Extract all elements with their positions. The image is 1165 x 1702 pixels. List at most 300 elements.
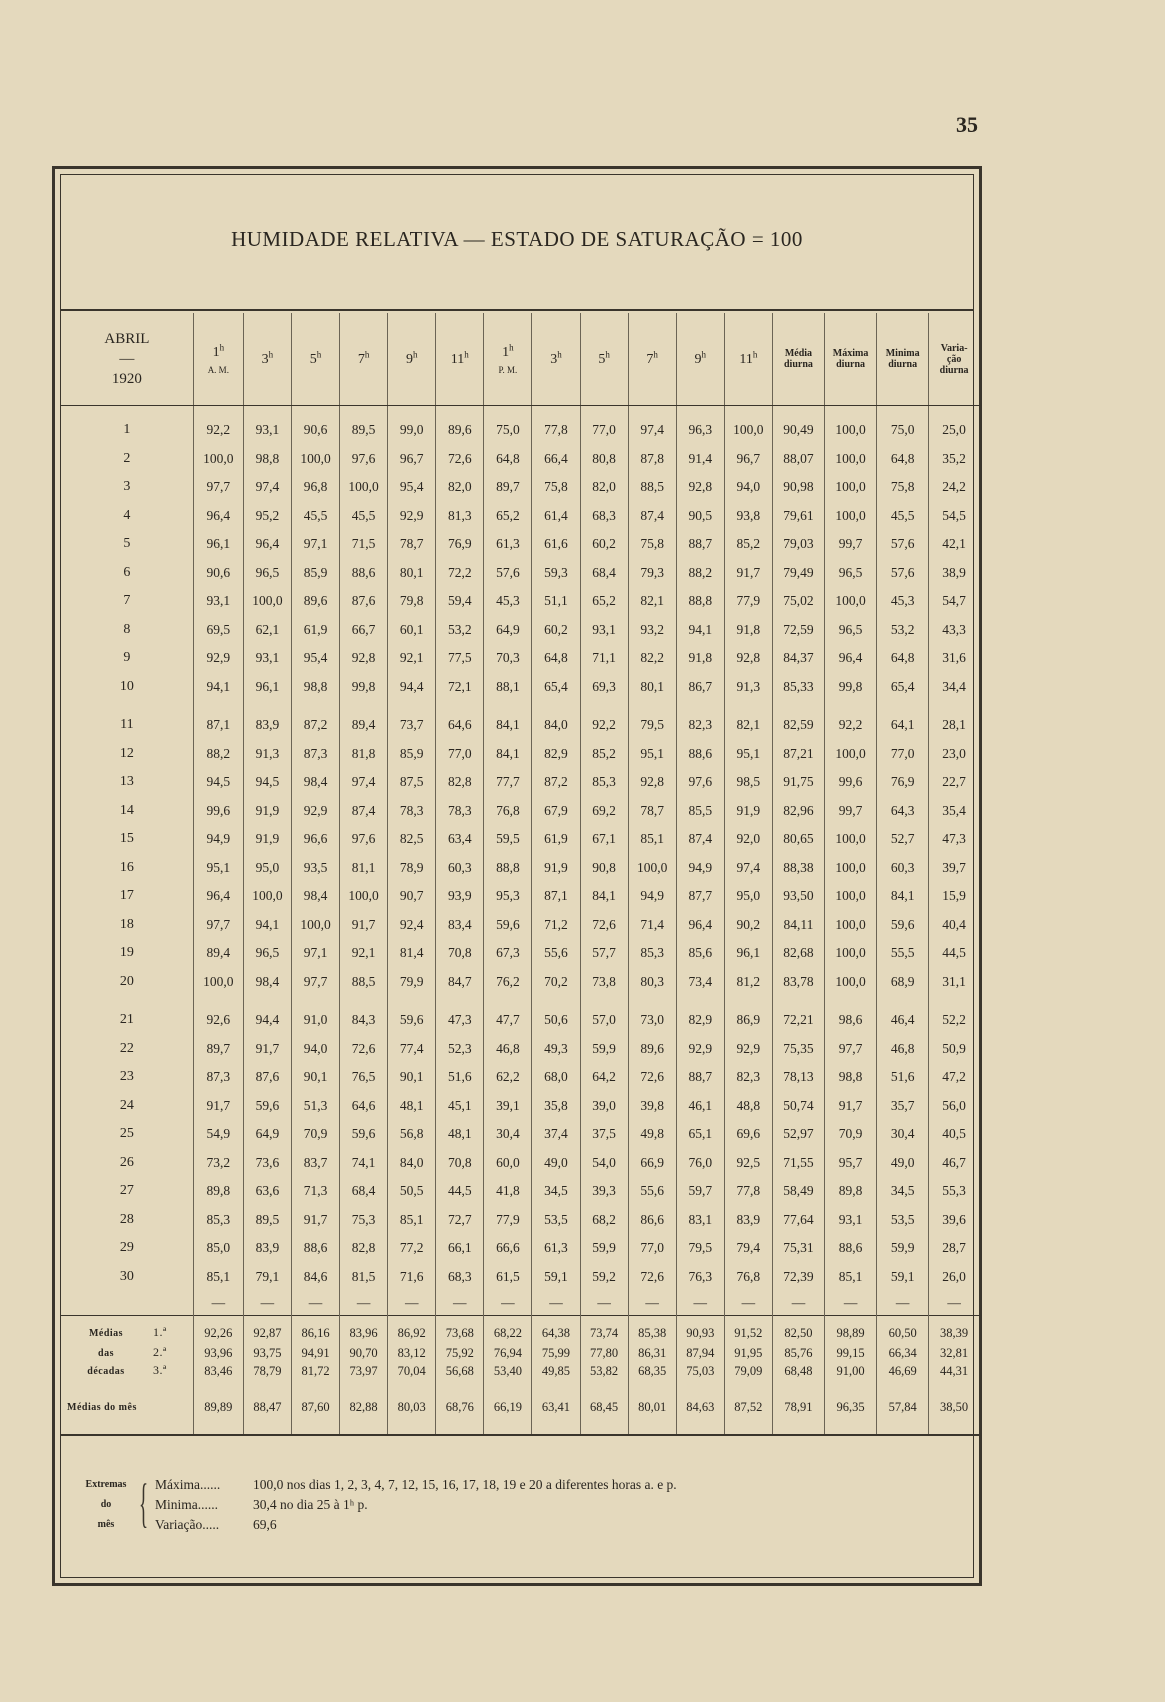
value-cell: 97,6	[340, 825, 388, 854]
value-cell: 51,6	[436, 1063, 484, 1092]
value-cell: 98,6	[825, 1006, 877, 1035]
spacer-cell	[61, 996, 193, 1006]
value-cell: 15,9	[929, 882, 979, 911]
table-row	[61, 768, 979, 797]
value-cell: 87,52	[724, 1380, 772, 1435]
extreme-minima: Minima...... 30,4 no dia 25 à 1ʰ p.	[155, 1497, 368, 1512]
value-cell: 76,3	[676, 1263, 724, 1292]
value-cell: 45,5	[340, 502, 388, 531]
value-cell: 96,5	[243, 939, 291, 968]
value-cell: 92,5	[724, 1149, 772, 1178]
value-cell: 82,3	[676, 711, 724, 740]
value-cell: 57,7	[580, 939, 628, 968]
table-row	[61, 1063, 979, 1092]
value-cell: 97,4	[340, 768, 388, 797]
value-cell: 84,1	[484, 740, 532, 769]
value-cell: 98,4	[291, 768, 339, 797]
value-cell: 100,0	[340, 882, 388, 911]
dash-cell: —	[436, 1291, 484, 1316]
value-cell: 83,1	[676, 1206, 724, 1235]
spacer-cell	[825, 996, 877, 1006]
value-cell: 93,2	[628, 616, 676, 645]
value-cell: 78,91	[772, 1380, 824, 1435]
value-cell: 94,9	[628, 882, 676, 911]
day-cell: 28	[119, 1211, 134, 1227]
day-cell: 23	[119, 1069, 134, 1085]
value-cell: 67,9	[532, 797, 580, 826]
value-cell: 76,9	[877, 768, 929, 797]
value-cell: 79,9	[388, 968, 436, 997]
spacer-cell	[243, 406, 291, 417]
value-cell: 56,0	[929, 1092, 979, 1121]
value-cell: 85,76	[772, 1344, 824, 1362]
value-cell: 94,5	[193, 768, 243, 797]
decade-group-label: das	[98, 1348, 114, 1359]
value-cell: 84,3	[340, 1006, 388, 1035]
value-cell: 91,3	[243, 740, 291, 769]
value-cell: 91,9	[724, 797, 772, 826]
value-cell: 82,3	[724, 1063, 772, 1092]
dash-cell: —	[193, 1291, 243, 1316]
day-cell: 3	[123, 479, 131, 495]
value-cell: 55,6	[532, 939, 580, 968]
value-cell: 82,68	[772, 939, 824, 968]
header-hour: 9$^h$	[388, 313, 436, 406]
value-cell: 85,38	[628, 1316, 676, 1345]
value-cell: 98,8	[243, 445, 291, 474]
value-cell: 97,7	[193, 473, 243, 502]
spacer-cell	[929, 406, 979, 417]
spacer-cell	[388, 406, 436, 417]
value-cell: 86,92	[388, 1316, 436, 1345]
header-hour: 5$^h$	[580, 313, 628, 406]
spacer-cell	[532, 701, 580, 711]
value-cell: 92,6	[193, 1006, 243, 1035]
header-month-cell	[61, 313, 193, 406]
value-cell: 40,4	[929, 911, 979, 940]
value-cell: 57,6	[484, 559, 532, 588]
value-cell: 97,6	[340, 445, 388, 474]
value-cell: 85,1	[825, 1263, 877, 1292]
value-cell: 59,5	[484, 825, 532, 854]
value-cell: 38,9	[929, 559, 979, 588]
value-cell: 35,4	[929, 797, 979, 826]
value-cell: 96,1	[724, 939, 772, 968]
spacer-cell	[628, 701, 676, 711]
value-cell: 82,1	[724, 711, 772, 740]
value-cell: 75,0	[877, 416, 929, 445]
value-cell: 39,1	[484, 1092, 532, 1121]
value-cell: 99,8	[825, 673, 877, 702]
value-cell: 91,7	[825, 1092, 877, 1121]
value-cell: 79,49	[772, 559, 824, 588]
value-cell: 100,0	[825, 587, 877, 616]
value-cell: 64,8	[877, 644, 929, 673]
decade-ordinal: 3.ª	[153, 1363, 167, 1377]
value-cell: 54,9	[193, 1120, 243, 1149]
dash-cell: —	[532, 1291, 580, 1316]
table-row	[61, 939, 979, 968]
value-cell: 59,6	[340, 1120, 388, 1149]
value-cell: 93,96	[193, 1344, 243, 1362]
value-cell: 68,9	[877, 968, 929, 997]
value-cell: 64,6	[436, 711, 484, 740]
value-cell: 96,4	[676, 911, 724, 940]
value-cell: 82,8	[340, 1234, 388, 1263]
value-cell: 94,91	[291, 1344, 339, 1362]
day-cell: 17	[119, 888, 134, 904]
value-cell: 94,4	[243, 1006, 291, 1035]
table-row	[61, 673, 979, 702]
value-cell: 46,69	[877, 1362, 929, 1380]
value-cell: 85,2	[580, 740, 628, 769]
value-cell: 81,5	[340, 1263, 388, 1292]
value-cell: 82,59	[772, 711, 824, 740]
table-row	[61, 711, 979, 740]
value-cell: 70,04	[388, 1362, 436, 1380]
decade-ordinal: 1.ª	[153, 1325, 167, 1339]
value-cell: 47,3	[929, 825, 979, 854]
value-cell: 64,6	[340, 1092, 388, 1121]
value-cell: 68,4	[340, 1177, 388, 1206]
value-cell: 65,1	[676, 1120, 724, 1149]
value-cell: 70,9	[825, 1120, 877, 1149]
table-row	[61, 740, 979, 769]
spacer-cell	[193, 406, 243, 417]
value-cell: 63,6	[243, 1177, 291, 1206]
value-cell: 77,7	[484, 768, 532, 797]
value-cell: 87,5	[388, 768, 436, 797]
value-cell: 46,7	[929, 1149, 979, 1178]
value-cell: 74,1	[340, 1149, 388, 1178]
value-cell: 66,6	[484, 1234, 532, 1263]
value-cell: 78,3	[388, 797, 436, 826]
value-cell: 88,38	[772, 854, 824, 883]
spacer-cell	[436, 701, 484, 711]
value-cell: 89,6	[628, 1035, 676, 1064]
value-cell: 64,8	[532, 644, 580, 673]
spacer-cell	[877, 406, 929, 417]
value-cell: 66,4	[532, 445, 580, 474]
value-cell: 100,0	[724, 416, 772, 445]
value-cell: 80,01	[628, 1380, 676, 1435]
value-cell: 70,8	[436, 939, 484, 968]
value-cell: 49,3	[532, 1035, 580, 1064]
value-cell: 93,9	[436, 882, 484, 911]
value-cell: 77,8	[724, 1177, 772, 1206]
value-cell: 75,92	[436, 1344, 484, 1362]
value-cell: 93,1	[193, 587, 243, 616]
value-cell: 37,4	[532, 1120, 580, 1149]
page-number: 35	[956, 112, 978, 137]
day-cell: 8	[123, 621, 131, 637]
value-cell: 45,5	[877, 502, 929, 531]
value-cell: 60,3	[436, 854, 484, 883]
value-cell: 56,8	[388, 1120, 436, 1149]
value-cell: 97,1	[291, 530, 339, 559]
value-cell: 85,6	[676, 939, 724, 968]
value-cell: 71,6	[388, 1263, 436, 1292]
value-cell: 89,5	[243, 1206, 291, 1235]
value-cell: 93,1	[580, 616, 628, 645]
spacer-cell	[877, 996, 929, 1006]
value-cell: 98,4	[291, 882, 339, 911]
value-cell: 69,3	[580, 673, 628, 702]
value-cell: 100,0	[628, 854, 676, 883]
day-cell: 16	[119, 859, 134, 875]
value-cell: 46,8	[877, 1035, 929, 1064]
value-cell: 72,21	[772, 1006, 824, 1035]
value-cell: 100,0	[825, 825, 877, 854]
value-cell: 95,1	[628, 740, 676, 769]
value-cell: 66,19	[484, 1380, 532, 1435]
value-cell: 35,8	[532, 1092, 580, 1121]
spacer-cell	[724, 701, 772, 711]
day-cell: 18	[119, 916, 134, 932]
value-cell: 79,3	[628, 559, 676, 588]
value-cell: 75,99	[532, 1344, 580, 1362]
value-cell: 40,5	[929, 1120, 979, 1149]
value-cell: 59,1	[532, 1263, 580, 1292]
spacer-cell	[772, 701, 824, 711]
value-cell: 89,8	[193, 1177, 243, 1206]
value-cell: 91,4	[676, 445, 724, 474]
value-cell: 97,4	[724, 854, 772, 883]
value-cell: 88,6	[825, 1234, 877, 1263]
table-row	[61, 473, 979, 502]
value-cell: 84,1	[484, 711, 532, 740]
value-cell: 91,7	[193, 1092, 243, 1121]
table-row	[61, 825, 979, 854]
value-cell: 76,2	[484, 968, 532, 997]
value-cell: 97,4	[628, 416, 676, 445]
value-cell: 77,5	[436, 644, 484, 673]
table-row	[61, 1149, 979, 1178]
value-cell: 96,7	[388, 445, 436, 474]
value-cell: 91,8	[676, 644, 724, 673]
dash-cell: —	[291, 1291, 339, 1316]
value-cell: 89,89	[193, 1380, 243, 1435]
value-cell: 78,7	[628, 797, 676, 826]
value-cell: 82,5	[388, 825, 436, 854]
value-cell: 87,1	[193, 711, 243, 740]
value-cell: 98,4	[243, 968, 291, 997]
value-cell: 66,9	[628, 1149, 676, 1178]
value-cell: 73,74	[580, 1316, 628, 1345]
value-cell: 76,0	[676, 1149, 724, 1178]
value-cell: 22,7	[929, 768, 979, 797]
table-row	[61, 1006, 979, 1035]
value-cell: 44,5	[929, 939, 979, 968]
value-cell: 42,1	[929, 530, 979, 559]
value-cell: 92,8	[340, 644, 388, 673]
dash-cell: —	[724, 1291, 772, 1316]
value-cell: 39,6	[929, 1206, 979, 1235]
spacer-cell	[484, 406, 532, 417]
value-cell: 75,8	[877, 473, 929, 502]
table-frame	[52, 166, 982, 1586]
value-cell: 59,3	[532, 559, 580, 588]
value-cell: 100,0	[825, 445, 877, 474]
value-cell: 93,1	[825, 1206, 877, 1235]
value-cell: 99,8	[340, 673, 388, 702]
day-cell: 10	[119, 678, 134, 694]
value-cell: 88,6	[340, 559, 388, 588]
value-cell: 31,1	[929, 968, 979, 997]
value-cell: 82,0	[436, 473, 484, 502]
value-cell: 92,8	[724, 644, 772, 673]
value-cell: 68,3	[580, 502, 628, 531]
value-cell: 72,6	[580, 911, 628, 940]
value-cell: 49,0	[532, 1149, 580, 1178]
value-cell: 92,9	[193, 644, 243, 673]
value-cell: 100,0	[291, 911, 339, 940]
value-cell: 88,7	[676, 1063, 724, 1092]
value-cell: 91,00	[825, 1362, 877, 1380]
value-cell: 100,0	[193, 968, 243, 997]
value-cell: 28,1	[929, 711, 979, 740]
value-cell: 70,8	[436, 1149, 484, 1178]
value-cell: 26,0	[929, 1263, 979, 1292]
day-cell: 15	[119, 831, 134, 847]
value-cell: 48,1	[388, 1092, 436, 1121]
value-cell: 91,9	[532, 854, 580, 883]
value-cell: 92,26	[193, 1316, 243, 1345]
decade-mean-row	[61, 1316, 979, 1345]
value-cell: 48,1	[436, 1120, 484, 1149]
day-cell: 30	[119, 1268, 134, 1284]
value-cell: 89,8	[825, 1177, 877, 1206]
value-cell: 79,5	[628, 711, 676, 740]
table-row	[61, 854, 979, 883]
value-cell: 96,6	[291, 825, 339, 854]
header-hour: 11$^h$	[436, 313, 484, 406]
value-cell: 47,3	[436, 1006, 484, 1035]
value-cell: 96,35	[825, 1380, 877, 1435]
day-cell: 9	[123, 650, 131, 666]
table-row	[61, 502, 979, 531]
value-cell: 79,09	[724, 1362, 772, 1380]
value-cell: 100,0	[243, 587, 291, 616]
value-cell: 80,3	[628, 968, 676, 997]
value-cell: 83,12	[388, 1344, 436, 1362]
spacer-cell	[676, 996, 724, 1006]
value-cell: 61,4	[532, 502, 580, 531]
header-media-diurna: Média diurna	[772, 313, 824, 406]
value-cell: 86,6	[628, 1206, 676, 1235]
value-cell: 64,8	[877, 445, 929, 474]
value-cell: 91,9	[243, 797, 291, 826]
decade-label-cell	[61, 1316, 193, 1345]
value-cell: 80,1	[388, 559, 436, 588]
value-cell: 96,1	[243, 673, 291, 702]
value-cell: 97,7	[825, 1035, 877, 1064]
value-cell: 76,94	[484, 1344, 532, 1362]
dash-cell	[61, 1291, 193, 1316]
value-cell: 95,1	[193, 854, 243, 883]
value-cell: 81,1	[340, 854, 388, 883]
value-cell: 86,7	[676, 673, 724, 702]
value-cell: 86,31	[628, 1344, 676, 1362]
brace-icon: {	[139, 1473, 149, 1533]
table-row	[61, 1234, 979, 1263]
value-cell: 65,4	[532, 673, 580, 702]
value-cell: 84,0	[388, 1149, 436, 1178]
value-cell: 61,9	[291, 616, 339, 645]
value-cell: 94,9	[193, 825, 243, 854]
value-cell: 100,0	[825, 968, 877, 997]
value-cell: 94,1	[676, 616, 724, 645]
value-cell: 59,6	[484, 911, 532, 940]
spacer-cell	[61, 701, 193, 711]
value-cell: 90,1	[388, 1063, 436, 1092]
value-cell: 64,9	[484, 616, 532, 645]
value-cell: 87,4	[628, 502, 676, 531]
value-cell: 73,97	[340, 1362, 388, 1380]
value-cell: 59,4	[436, 587, 484, 616]
value-cell: 51,1	[532, 587, 580, 616]
value-cell: 97,4	[243, 473, 291, 502]
header-hour: 1$^h$ P. M.	[484, 313, 532, 406]
table-row	[61, 530, 979, 559]
decade-mean-row	[61, 1362, 979, 1380]
value-cell: 100,0	[825, 854, 877, 883]
value-cell: 23,0	[929, 740, 979, 769]
value-cell: 84,6	[291, 1263, 339, 1292]
value-cell: 72,6	[340, 1035, 388, 1064]
spacer-cell	[580, 406, 628, 417]
spacer-cell	[388, 996, 436, 1006]
value-cell: 39,3	[580, 1177, 628, 1206]
spacer-cell	[193, 701, 243, 711]
value-cell: 53,2	[877, 616, 929, 645]
value-cell: 97,1	[291, 939, 339, 968]
value-cell: 100,0	[825, 911, 877, 940]
value-cell: 63,41	[532, 1380, 580, 1435]
value-cell: 92,8	[676, 473, 724, 502]
value-cell: 71,5	[340, 530, 388, 559]
value-cell: 99,6	[193, 797, 243, 826]
value-cell: 44,5	[436, 1177, 484, 1206]
value-cell: 85,1	[388, 1206, 436, 1235]
value-cell: 96,7	[724, 445, 772, 474]
value-cell: 96,4	[193, 502, 243, 531]
value-cell: 68,22	[484, 1316, 532, 1345]
value-cell: 95,1	[724, 740, 772, 769]
value-cell: 77,8	[532, 416, 580, 445]
value-cell: 94,1	[193, 673, 243, 702]
header-hour: 9$^h$	[676, 313, 724, 406]
value-cell: 100,0	[825, 473, 877, 502]
value-cell: 62,1	[243, 616, 291, 645]
value-cell: 49,8	[628, 1120, 676, 1149]
value-cell: 81,4	[388, 939, 436, 968]
table-row	[61, 1263, 979, 1292]
value-cell: 72,1	[436, 673, 484, 702]
value-cell: 90,2	[724, 911, 772, 940]
value-cell: 68,45	[580, 1380, 628, 1435]
spacer-cell	[580, 996, 628, 1006]
day-cell: 25	[119, 1126, 134, 1142]
spacer-cell	[877, 701, 929, 711]
spacer-cell	[929, 996, 979, 1006]
value-cell: 92,1	[388, 644, 436, 673]
value-cell: 68,48	[772, 1362, 824, 1380]
spacer-cell	[193, 996, 243, 1006]
value-cell: 79,5	[676, 1234, 724, 1263]
value-cell: 45,5	[291, 502, 339, 531]
value-cell: 92,9	[676, 1035, 724, 1064]
